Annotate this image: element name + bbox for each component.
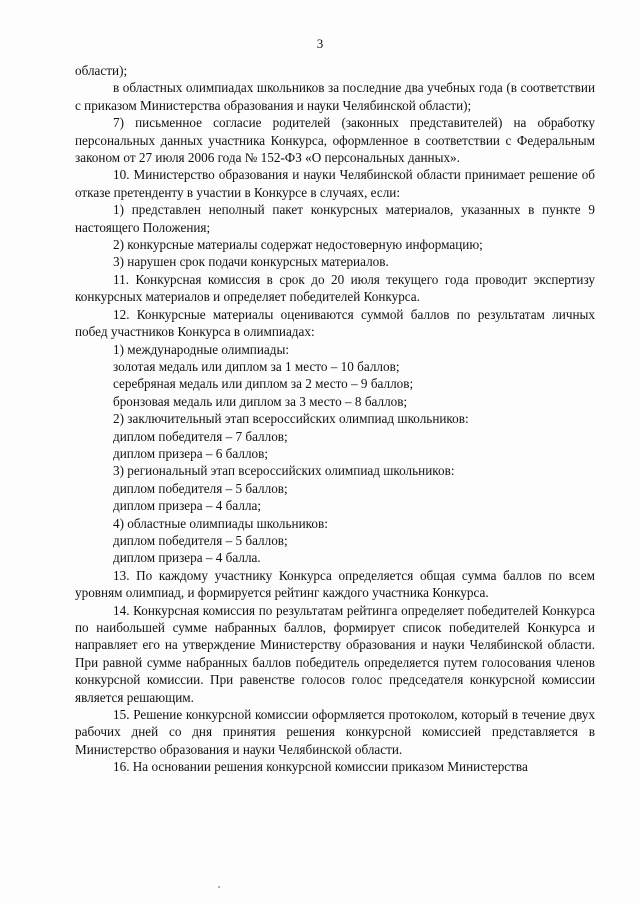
scan-speck (218, 886, 220, 888)
paragraph: 3) нарушен срок подачи конкурсных материалов. (113, 254, 389, 270)
list-item: диплом победителя – 5 баллов; (113, 480, 288, 496)
paragraph: 7) письменное согласие родителей (законных представителей) на обработку персональных данных участника Конкурса, оформленное в соответствии с Федеральным законом от 27 июля 2006 года № 152-ФЗ «О персональных данных». (75, 115, 595, 166)
paragraph: 15. Решение конкурсной комиссии оформляется протоколом, который в течение двух рабочих дней со дня принятия решения конкурсной комиссией представляется в Министерство образования и науки Челябинской области. (75, 707, 595, 757)
list-item: 4) областные олимпиады школьников: (113, 515, 328, 531)
list-item: диплом призера – 6 баллов; (113, 445, 269, 461)
list-item: диплом победителя – 7 баллов; (113, 428, 288, 444)
paragraph: 12. Конкурсные материалы оцениваются суммой баллов по результатам личных побед участников Конкурса в олимпиадах: (75, 306, 595, 340)
page-number: 3 (316, 36, 324, 51)
paragraph: в областных олимпиадах школьников за последние два учебных года (в соответствии с приказом Министерства образования и науки Челябинской области); (75, 80, 595, 113)
paragraph: 1) представлен неполный пакет конкурсных материалов, указанных в пункте 9 настоящего Положения; (75, 202, 595, 235)
list-item: 2) заключительный этап всероссийских олимпиад школьников: (113, 411, 469, 427)
list-item: диплом призера – 4 балла; (113, 498, 262, 514)
paragraph: 11. Конкурсная комиссия в срок до 20 июля текущего года проводит экспертизу конкурсных материалов и определяет победителей Конкурса. (75, 271, 595, 305)
list-item: диплом победителя – 5 баллов; (113, 532, 288, 548)
paragraph: 2) конкурсные материалы содержат недостоверную информацию; (113, 237, 483, 253)
list-item: 1) международные олимпиады: (113, 341, 289, 357)
paragraph: области); (75, 63, 128, 78)
paragraph: 10. Министерство образования и науки Челябинской области принимает решение об отказе претенденту в участии в Конкурсе в случаях, если: (75, 167, 595, 200)
list-item: серебряная медаль или диплом за 2 место – 9 баллов; (113, 376, 414, 392)
paragraph: 13. По каждому участнику Конкурса определяется общая сумма баллов по всем уровням олимпиад, и формируется рейтинг каждого участника Конкурса. (75, 567, 595, 601)
list-item: золотая медаль или диплом за 1 место – 10 баллов; (113, 358, 400, 374)
list-item: 3) региональный этап всероссийских олимпиад школьников: (113, 463, 455, 479)
paragraph: 14. Конкурсная комиссия по результатам рейтинга определяет победителей Конкурса по наибольшей сумме набранных баллов, формирует список победителей Конкурса и направляет его на утверждение Министерству образования и науки Челябинской области. При равной сумме набранных баллов победитель определяется путем голосования членов конкурсной комиссии. При равенстве голосов голос председателя конкурсной комиссии является решающим. (75, 602, 595, 705)
paragraph: 16. На основании решения конкурсной комиссии приказом Министерства (113, 759, 528, 775)
list-item: диплом призера – 4 балла. (113, 550, 261, 566)
document-body (75, 62, 595, 776)
list-item: бронзовая медаль или диплом за 3 место – 8 баллов; (113, 393, 408, 409)
